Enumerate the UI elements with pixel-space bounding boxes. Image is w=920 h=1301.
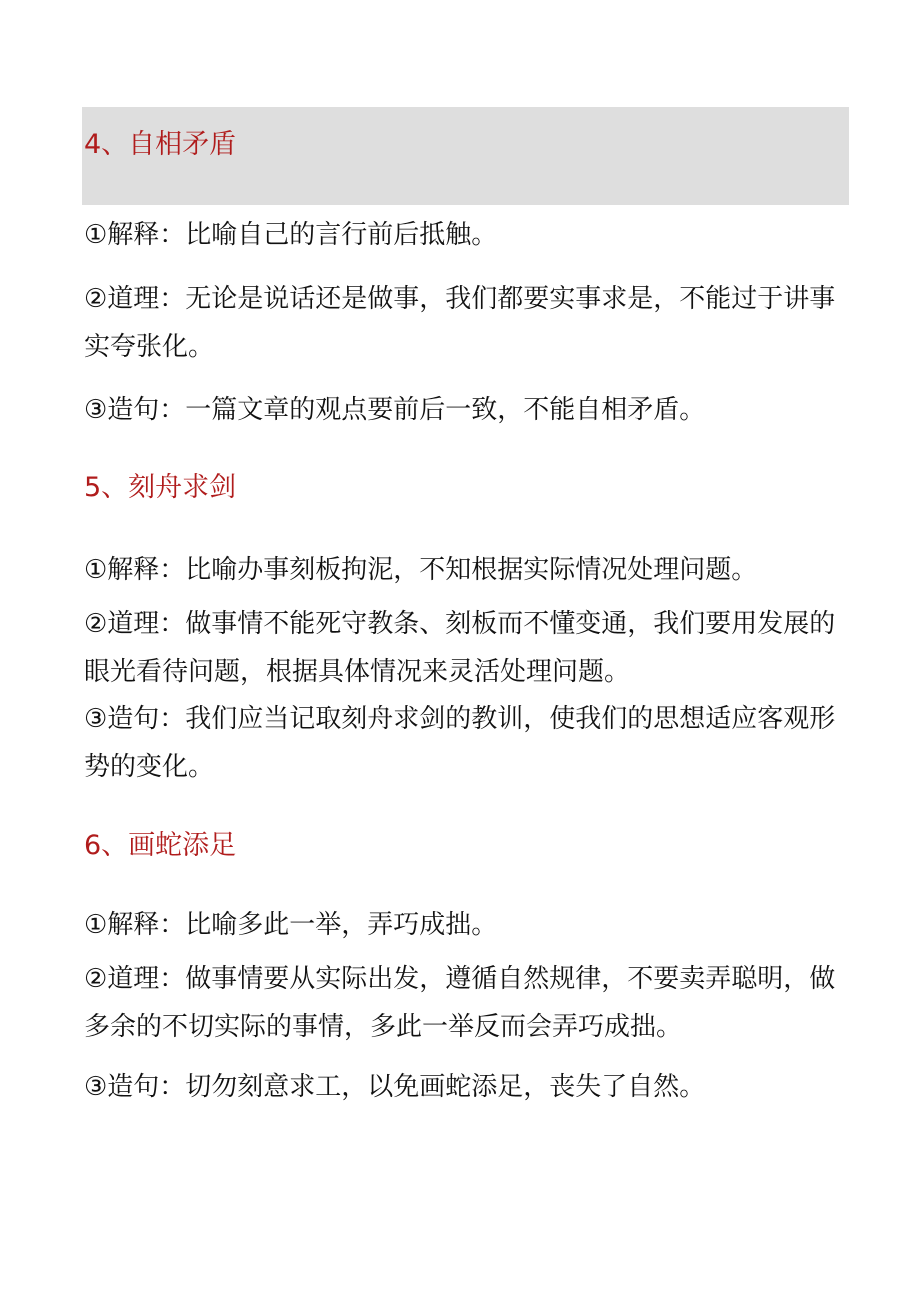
idiom-heading-4: 4、自相矛盾 <box>84 129 237 160</box>
text-line: ③造句：一篇文章的观点要前后一致，不能自相矛盾。 <box>84 395 706 425</box>
example-paragraph <box>84 695 854 791</box>
text-line: ①解释：比喻自己的言行前后抵触。 <box>84 220 498 250</box>
explanation-paragraph <box>84 211 854 259</box>
text-line: 多余的不切实际的事情，多此一举反而会弄巧成拙。 <box>84 1012 683 1042</box>
text-line: 势的变化。 <box>84 752 215 782</box>
text-line: ③造句：切勿刻意求工，以免画蛇添足，丧失了自然。 <box>84 1072 706 1102</box>
idiom-heading-5: 5、刻舟求剑 <box>84 472 237 503</box>
text-line: ③造句：我们应当记取刻舟求剑的教训，使我们的思想适应客观形 <box>84 704 836 734</box>
text-line: 实夸张化。 <box>84 332 215 362</box>
text-line: ①解释：比喻多此一举，弄巧成拙。 <box>84 910 498 940</box>
reason-paragraph <box>84 275 854 371</box>
idiom-heading-6: 6、画蛇添足 <box>84 830 237 861</box>
text-line: 眼光看待问题，根据具体情况来灵活处理问题。 <box>84 657 631 687</box>
text-line: ①解释：比喻办事刻板拘泥，不知根据实际情况处理问题。 <box>84 555 758 585</box>
explanation-paragraph <box>84 546 854 594</box>
text-line: ②道理：做事情要从实际出发，遵循自然规律，不要卖弄聪明，做 <box>84 964 836 994</box>
reason-paragraph <box>84 955 854 1051</box>
example-paragraph <box>84 1063 854 1111</box>
text-line: ②道理：无论是说话还是做事，我们都要实事求是，不能过于讲事 <box>84 284 836 314</box>
explanation-paragraph <box>84 901 854 949</box>
text-line: ②道理：做事情不能死守教条、刻板而不懂变通，我们要用发展的 <box>84 609 836 639</box>
reason-paragraph <box>84 600 854 696</box>
example-paragraph <box>84 386 854 434</box>
